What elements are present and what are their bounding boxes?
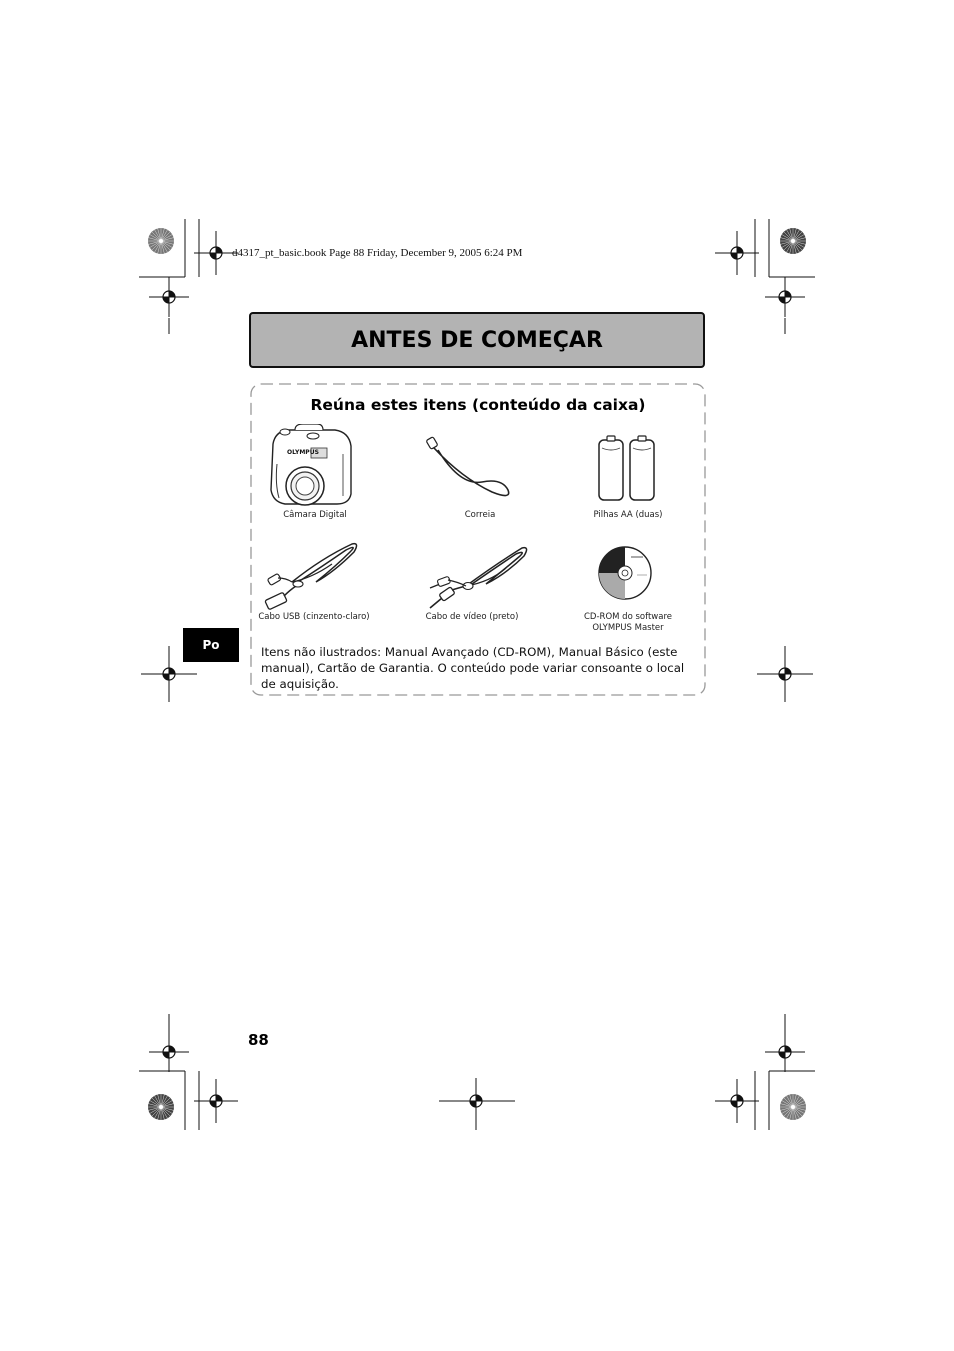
starburst-center [791, 1105, 795, 1109]
file-info-header: d4317_pt_basic.book Page 88 Friday, December 9, 2005 6:24 PM [232, 247, 523, 259]
language-tab-label: Po [202, 638, 220, 652]
aa-batteries-icon [596, 434, 658, 504]
caption-camera: Câmara Digital [283, 510, 347, 520]
language-tab [183, 628, 239, 662]
video-cable-icon [426, 542, 530, 612]
page-title-banner [249, 312, 705, 368]
starburst-center [159, 1105, 163, 1109]
caption-batteries: Pilhas AA (duas) [593, 510, 663, 520]
caption-usb-cable: Cabo USB (cinzento-claro) [258, 612, 370, 622]
section-title: Reúna estes itens (conteúdo da caixa) [310, 396, 646, 414]
digital-camera-icon [265, 424, 357, 510]
cd-rom-icon [597, 545, 653, 601]
caption-video-cable: Cabo de vídeo (preto) [425, 612, 519, 622]
page-number: 88 [248, 1031, 269, 1049]
usb-cable-icon [262, 538, 362, 612]
starburst-center [791, 239, 795, 243]
caption-cd-rom: CD-ROM do software OLYMPUS Master [584, 612, 672, 633]
page-title: ANTES DE COMEÇAR [351, 327, 603, 353]
strap-icon [422, 434, 518, 504]
not-illustrated-note: Itens não ilustrados: Manual Avançado (CD-ROM), Manual Básico (este manual), Cartão de Garantia. O conteúdo pode variar consoante o local de aquisição. [261, 645, 685, 691]
camera-logo: OLYMPUS [287, 449, 319, 456]
caption-strap: Correia [464, 510, 496, 520]
starburst-center [159, 239, 163, 243]
